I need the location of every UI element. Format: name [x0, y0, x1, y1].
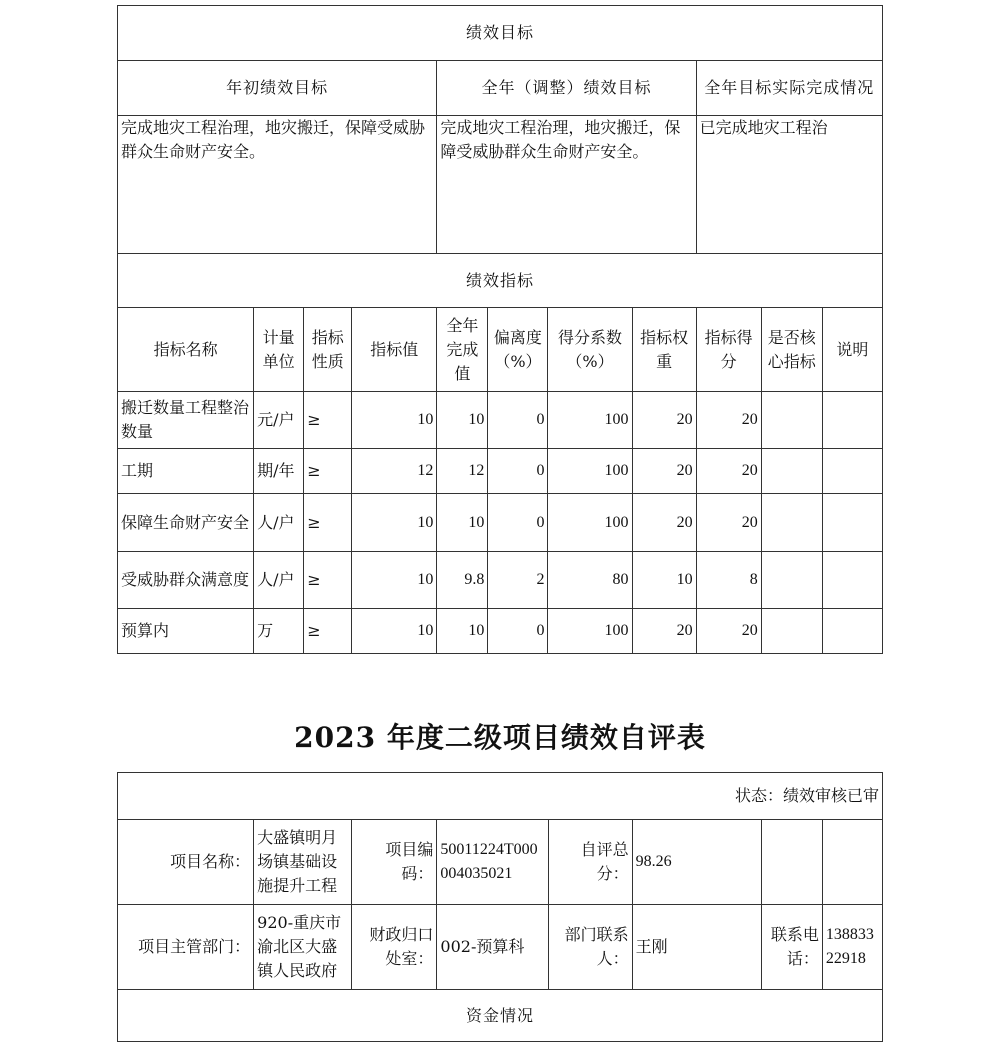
indicator-unit: 元/户 [254, 392, 304, 449]
empty-cell [761, 820, 822, 905]
funds-section-title: 资金情况 [118, 990, 883, 1042]
project-name-value: 大盛镇明月场镇基础设施提升工程 [254, 820, 352, 905]
indicator-name: 搬迁数量工程整治数量 [118, 392, 254, 449]
indicator-nature: ≥ [304, 392, 352, 449]
indicator-note [822, 494, 882, 552]
indicator-is-core [761, 609, 822, 654]
indicator-name: 受威胁群众满意度 [118, 552, 254, 609]
project-code-value: 50011224T000004035021 [437, 820, 548, 905]
evaluation-form-title: 2023 年度二级项目绩效自评表 [294, 721, 706, 754]
indicator-coefficient: 100 [548, 449, 632, 494]
evaluation-form-table [117, 772, 883, 1042]
col-header-deviation: 偏离度（%） [488, 308, 548, 392]
col-header-target: 指标值 [352, 308, 437, 392]
phone-value: 13883322918 [822, 905, 882, 990]
table-row [118, 392, 883, 449]
indicator-deviation: 2 [488, 552, 548, 609]
indicator-note [822, 392, 882, 449]
col-header-score: 指标得分 [696, 308, 761, 392]
indicator-target: 10 [352, 392, 437, 449]
indicator-name: 预算内 [118, 609, 254, 654]
col-header-unit: 计量单位 [254, 308, 304, 392]
indicator-score: 20 [696, 392, 761, 449]
dept-value: 920-重庆市渝北区大盛镇人民政府 [254, 905, 352, 990]
indicator-score: 20 [696, 449, 761, 494]
col-header-note: 说明 [822, 308, 882, 392]
indicator-weight: 20 [632, 392, 696, 449]
indicator-unit: 人/户 [254, 552, 304, 609]
indicator-coefficient: 100 [548, 609, 632, 654]
table-row [118, 609, 883, 654]
indicator-is-core [761, 552, 822, 609]
indicator-nature: ≥ [304, 494, 352, 552]
indicator-note [822, 449, 882, 494]
adjusted-goal-text: 完成地灾工程治理，地灾搬迁，保障受威胁群众生命财产安全。 [437, 116, 696, 254]
contact-value: 王刚 [632, 905, 761, 990]
table-row [118, 494, 883, 552]
indicator-deviation: 0 [488, 449, 548, 494]
indicator-deviation: 0 [488, 494, 548, 552]
indicator-deviation: 0 [488, 609, 548, 654]
col-header-weight: 指标权重 [632, 308, 696, 392]
indicator-completed: 10 [437, 609, 488, 654]
actual-goal-text: 已完成地灾工程治 [696, 116, 882, 254]
indicator-completed: 10 [437, 392, 488, 449]
indicator-is-core [761, 449, 822, 494]
indicator-score: 20 [696, 609, 761, 654]
performance-table [117, 5, 883, 654]
indicator-nature: ≥ [304, 552, 352, 609]
table-row [118, 552, 883, 609]
col-header-completed: 全年完成值 [437, 308, 488, 392]
project-code-label: 项目编码： [352, 820, 437, 905]
dept-label: 项目主管部门： [118, 905, 254, 990]
indicator-header-row [118, 308, 883, 392]
indicator-weight: 20 [632, 609, 696, 654]
indicator-unit: 万 [254, 609, 304, 654]
finance-office-label: 财政归口处室： [352, 905, 437, 990]
indicator-name: 工期 [118, 449, 254, 494]
indicator-completed: 9.8 [437, 552, 488, 609]
col-header-name: 指标名称 [118, 308, 254, 392]
indicator-target: 10 [352, 609, 437, 654]
indicator-note [822, 609, 882, 654]
goals-section-title: 绩效目标 [118, 6, 883, 61]
actual-goal-header: 全年目标实际完成情况 [696, 61, 882, 116]
project-name-label: 项目名称： [118, 820, 254, 905]
col-header-coefficient: 得分系数（%） [548, 308, 632, 392]
self-score-value: 98.26 [632, 820, 761, 905]
indicator-coefficient: 80 [548, 552, 632, 609]
indicator-target: 12 [352, 449, 437, 494]
indicator-completed: 10 [437, 494, 488, 552]
indicator-weight: 20 [632, 494, 696, 552]
table-row [118, 449, 883, 494]
status-text: 状态：绩效审核已审 [118, 773, 883, 820]
indicator-nature: ≥ [304, 609, 352, 654]
contact-label: 部门联系人： [548, 905, 632, 990]
indicator-score: 8 [696, 552, 761, 609]
indicator-note [822, 552, 882, 609]
indicator-unit: 人/户 [254, 494, 304, 552]
phone-label: 联系电话： [761, 905, 822, 990]
indicator-completed: 12 [437, 449, 488, 494]
indicator-target: 10 [352, 494, 437, 552]
indicators-section-title: 绩效指标 [118, 254, 883, 308]
indicator-coefficient: 100 [548, 494, 632, 552]
indicator-name: 保障生命财产安全 [118, 494, 254, 552]
empty-cell [822, 820, 882, 905]
indicator-unit: 期/年 [254, 449, 304, 494]
indicator-target: 10 [352, 552, 437, 609]
self-score-label: 自评总分： [548, 820, 632, 905]
indicator-weight: 10 [632, 552, 696, 609]
indicator-weight: 20 [632, 449, 696, 494]
indicator-deviation: 0 [488, 392, 548, 449]
initial-goal-header: 年初绩效目标 [118, 61, 437, 116]
indicator-score: 20 [696, 494, 761, 552]
col-header-is-core: 是否核心指标 [761, 308, 822, 392]
indicator-coefficient: 100 [548, 392, 632, 449]
indicator-is-core [761, 392, 822, 449]
indicator-nature: ≥ [304, 449, 352, 494]
indicator-is-core [761, 494, 822, 552]
initial-goal-text: 完成地灾工程治理，地灾搬迁，保障受威胁群众生命财产安全。 [118, 116, 437, 254]
finance-office-value: 002-预算科 [437, 905, 548, 990]
col-header-nature: 指标性质 [304, 308, 352, 392]
adjusted-goal-header: 全年（调整）绩效目标 [437, 61, 696, 116]
